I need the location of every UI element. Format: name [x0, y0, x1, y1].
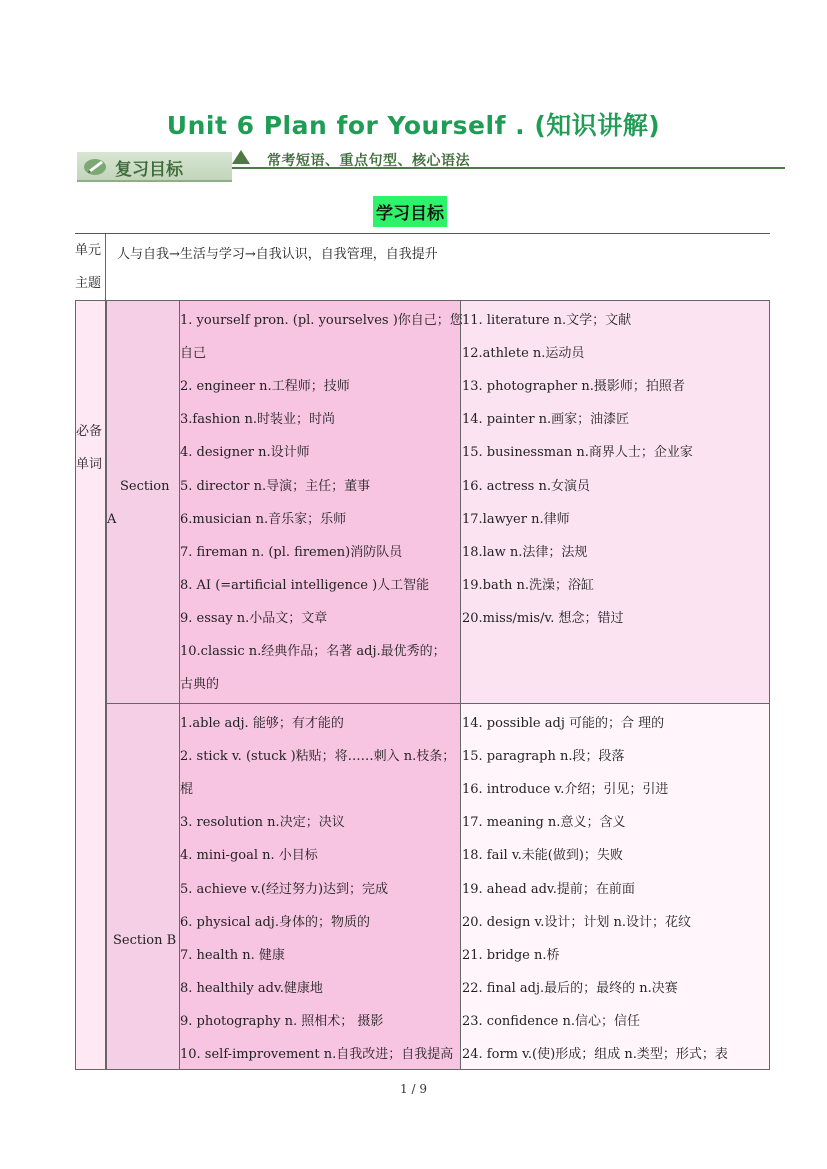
vocab-item: 16. actress n.女演员 [462, 478, 590, 494]
theme-label-1: 单元 [75, 243, 102, 258]
vocab-item: 19. ahead adv.提前；在前面 [462, 881, 635, 897]
vocab-item: 18. fail v.未能(做到)；失败 [462, 848, 623, 864]
review-goals-banner [77, 150, 785, 184]
vocab-item: 9. photography n. 照相术； 摄影 [180, 1013, 384, 1029]
vocab-item: 18.law n.法律；法规 [462, 544, 588, 560]
vocab-item: 8. healthily adv.健康地 [180, 980, 323, 996]
vocab-item: 17. meaning n.意义；含义 [462, 815, 626, 831]
vocab-label-2: 单词 [76, 457, 103, 472]
vocab-item: 10. self-improvement n.自我改进；自我提高 [180, 1047, 454, 1062]
vocab-item: 2. stick v. (stuck )粘贴；将……刺入 n.枝条； [180, 749, 456, 765]
vocab-item: 16. introduce v.介绍；引见；引进 [462, 782, 669, 798]
vocab-item: 1. yourself pron. (pl. yourselves )你自己；您 [180, 313, 463, 328]
vocab-item: 3. resolution n.决定；决议 [180, 815, 345, 831]
vocab-item: 20. design v.设计；计划 n.设计；花纹 [462, 914, 692, 930]
section-a-label-2: A [107, 512, 117, 527]
vocab-item: 4. mini-goal n. 小目标 [180, 848, 318, 864]
vocab-item: 11. literature n.文学；文献 [462, 313, 632, 328]
vocab-item: 5. achieve v.(经过努力)达到；完成 [180, 881, 389, 897]
vocab-item: 15. paragraph n.段；段落 [462, 749, 625, 765]
theme-content: 人与自我→生活与学习→自我认识，自我管理，自我提升 [117, 247, 438, 262]
vocab-item: 12.athlete n.运动员 [462, 346, 585, 362]
vocab-item: 21. bridge n.桥 [462, 947, 560, 963]
vocab-item: 8. AI (=artificial intelligence )人工智能 [180, 577, 430, 593]
pencil-icon [83, 156, 109, 176]
vocab-item: 13. photographer n.摄影师；拍照者 [462, 379, 685, 395]
vocab-item: 7. health n. 健康 [180, 947, 285, 963]
banner-label-box [77, 152, 232, 182]
vocab-item: 23. confidence n.信心；信任 [462, 1013, 640, 1029]
vocab-item: 3.fashion n.时装业；时尚 [180, 412, 336, 428]
page-title: Unit 6 Plan for Yourself . (知识讲解) [166, 111, 661, 140]
vocab-item: 1.able adj. 能够；有才能的 [180, 716, 344, 731]
vocab-item: 20.miss/mis/v. 想念；错过 [462, 610, 624, 626]
section-b-label: Section B [113, 933, 177, 948]
vocab-item: 2. engineer n.工程师；技师 [180, 379, 350, 395]
vocab-item: 17.lawyer n.律师 [462, 511, 570, 527]
vocab-item: 19.bath n.洗澡；浴缸 [462, 577, 594, 593]
section-b-label-cell [106, 703, 180, 1070]
theme-label-cell [75, 234, 106, 300]
vocab-item: 14. painter n.画家；油漆匠 [462, 412, 630, 428]
banner-triangle [232, 150, 250, 164]
section-heading: 学习目标 [373, 196, 447, 227]
vocab-item: 古典的 [180, 677, 220, 693]
vocab-label-1: 必备 [76, 424, 103, 439]
vocab-item: 7. fireman n. (pl. firemen)消防队员 [180, 544, 403, 560]
page-number: 1 / 9 [400, 1082, 427, 1096]
section-a-label-1: Section [120, 479, 170, 494]
vocab-item: 22. final adj.最后的；最终的 n.决赛 [462, 980, 678, 996]
vocab-item: 棍 [180, 782, 194, 798]
theme-label-2: 主题 [75, 276, 102, 291]
banner-label: 复习目标 [115, 160, 183, 180]
banner-subtitle: 常考短语、重点句型、核心语法 [267, 153, 470, 169]
vocab-item: 24. form v.(使)形成；组成 n.类型；形式；表 [462, 1047, 728, 1062]
table-top-rule [75, 233, 770, 234]
vocab-item: 4. designer n.设计师 [180, 445, 310, 461]
vocab-item: 自己 [180, 346, 207, 362]
vocab-item: 10.classic n.经典作品；名著 adj.最优秀的； [180, 644, 446, 659]
vocab-item: 6. physical adj.身体的；物质的 [180, 914, 370, 930]
vocab-item: 15. businessman n.商界人士；企业家 [462, 445, 693, 461]
vocab-item: 9. essay n.小品文；文章 [180, 610, 328, 626]
vocab-item: 5. director n.导演；主任；董事 [180, 478, 371, 494]
vocab-item: 6.musician n.音乐家；乐师 [180, 511, 347, 527]
vocab-item: 14. possible adj 可能的；合 理的 [462, 716, 665, 731]
